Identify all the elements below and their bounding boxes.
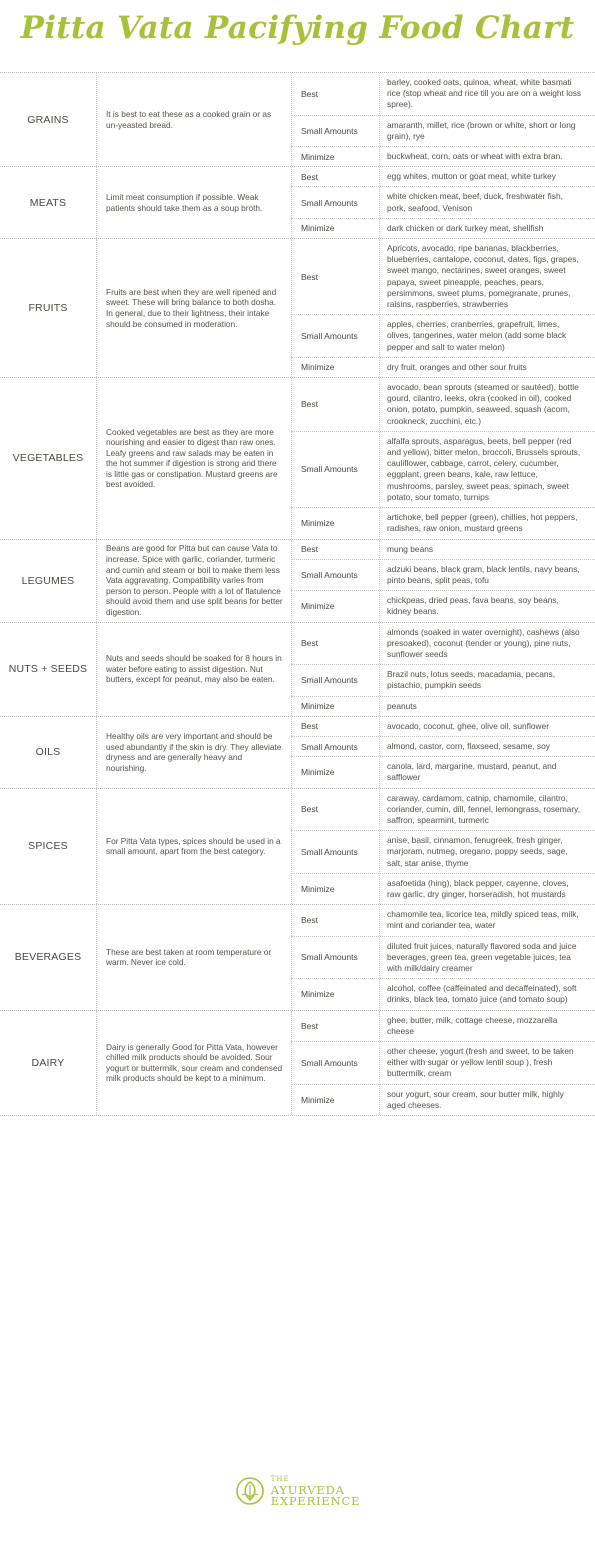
category-label: OILS xyxy=(35,746,61,759)
level-label: Small Amounts xyxy=(301,952,358,963)
recommendation-row xyxy=(291,1041,595,1084)
food-list: amaranth, millet, rice (brown or white, short or long grain), rye xyxy=(387,119,576,141)
recommendation-row xyxy=(291,115,595,146)
category-description xyxy=(106,623,284,716)
description-text: Fruits are best when they are well ripened and sweet. These will bring balance to both dosha. In general, due to their lightness, their intake should be consumed in moderation. xyxy=(106,286,277,329)
recommendation-rows xyxy=(291,378,595,538)
category-description xyxy=(106,905,284,1009)
recommendation-row xyxy=(291,1011,595,1041)
food-list: Brazil nuts, lotus seeds, macadamia, pecans, pistachio, pumpkin seeds xyxy=(387,669,556,691)
recommendation-row xyxy=(291,218,595,238)
level-label: Best xyxy=(301,171,319,182)
category-label: BEVERAGES xyxy=(14,951,82,964)
level-label: Best xyxy=(301,544,319,555)
category-label: NUTS + SEEDS xyxy=(8,663,88,676)
food-section-nuts-seeds xyxy=(0,622,595,716)
recommendation-row xyxy=(291,736,595,756)
level-label: Best xyxy=(301,804,319,815)
category-label: GRAINS xyxy=(27,113,69,126)
food-list: caraway, cardamom, catnip, chamomile, cilantro, coriander, cumin, dill, fennel, lemongrass, rosemary, saffron, spearmint, turmeric xyxy=(387,792,581,825)
level-label: Minimize xyxy=(301,989,335,1000)
food-list: mung beans xyxy=(387,543,434,554)
food-list: dark chicken or dark turkey meat, shellfish xyxy=(387,222,544,233)
column-divider xyxy=(96,905,97,1009)
column-divider xyxy=(291,167,292,238)
food-list: white chicken meat, beef, duck, freshwater fish, pork, seafood, Venison xyxy=(387,191,563,213)
food-section-dairy xyxy=(0,1010,595,1116)
category-description xyxy=(106,378,284,538)
brand-line-2: AYURVEDA xyxy=(270,1483,345,1497)
food-list: peanuts xyxy=(387,700,417,711)
description-text: It is best to eat these as a cooked grain or as un-yeasted bread. xyxy=(106,109,272,130)
food-section-fruits xyxy=(0,238,595,377)
food-list: canola, lard, margarine, mustard, peanut, and safflower xyxy=(387,761,557,783)
column-divider xyxy=(291,717,292,788)
column-divider xyxy=(96,540,97,622)
food-chart-table xyxy=(0,72,595,1116)
recommendation-rows xyxy=(291,73,595,166)
recommendation-row xyxy=(291,936,595,979)
food-list: alfalfa sprouts, asparagus, beets, bell pepper (red and yellow), bitter melon, broccoli, Brussels sprouts, cauliflower, cabbage, carrot, celery, cucumber, eggplant, green beans, kale, raw lettuce, mushrooms, parsley, sweet peas, spinach, sweet potato, sour tomato, turnips xyxy=(387,435,581,502)
brand-line-1: THE xyxy=(270,1475,290,1483)
column-divider xyxy=(291,1011,292,1115)
food-list: asafoetida (hing), black pepper, cayenne, cloves, raw garlic, dry ginger, horseradish, hot mustards xyxy=(387,877,569,899)
food-list: diluted fruit juices, naturally flavored soda and juice beverages, green tea, green vegetable juices, tea with milk/dairy creamer xyxy=(387,940,577,973)
recommendation-rows xyxy=(291,905,595,1009)
recommendation-row xyxy=(291,789,595,831)
food-list: sour yogurt, sour cream, sour butter milk, highly aged cheeses. xyxy=(387,1088,564,1110)
recommendation-row xyxy=(291,314,595,357)
food-list: other cheese, yogurt (fresh and sweet, to be taken either with sugar or yellow lentil soup ), fresh buttermilk, cream xyxy=(387,1046,574,1079)
recommendation-rows xyxy=(291,167,595,238)
recommendation-row xyxy=(291,73,595,115)
recommendation-row xyxy=(291,378,595,431)
column-divider xyxy=(96,623,97,716)
column-divider xyxy=(379,717,380,788)
recommendation-row xyxy=(291,756,595,787)
column-divider xyxy=(379,623,380,716)
category-description xyxy=(106,1011,284,1115)
level-label: Best xyxy=(301,721,319,732)
category-label: VEGETABLES xyxy=(12,452,84,465)
column-divider xyxy=(291,378,292,538)
column-divider xyxy=(379,73,380,166)
category-description xyxy=(106,73,284,166)
food-list: avocado, coconut, ghee, olive oil, sunflower xyxy=(387,720,550,731)
ayurveda-leaf-logo-icon xyxy=(235,1476,265,1506)
column-divider xyxy=(291,540,292,622)
food-section-beverages xyxy=(0,904,595,1009)
level-label: Best xyxy=(301,399,319,410)
brand-logo xyxy=(0,1474,595,1507)
recommendation-rows xyxy=(291,623,595,716)
food-list: alcohol, coffee (caffeinated and decaffeinated), soft drinks, black tea, tomato juice (and tomato soup) xyxy=(387,983,577,1005)
recommendation-rows xyxy=(291,1011,595,1115)
column-divider xyxy=(96,789,97,905)
description-text: Healthy oils are very important and should be used abundantly if the skin is dry. They alleviate dryness and are generally heavy and nourishing. xyxy=(106,730,282,773)
column-divider xyxy=(96,73,97,166)
brand-line-3: EXPERIENCE xyxy=(270,1494,361,1508)
recommendation-row xyxy=(291,590,595,621)
description-text: Nuts and seeds should be soaked for 8 hours in water before eating to assist digestion. Nut butters, except for peanut, may also be eaten. xyxy=(106,653,282,685)
level-label: Minimize xyxy=(301,701,335,712)
category-label: FRUITS xyxy=(28,302,68,315)
food-list: apples, cherries, cranberries, grapefruit, limes, olives, tangerines, water melon (add some black pepper and salt to water melon) xyxy=(387,319,567,352)
category-label: DAIRY xyxy=(31,1056,65,1069)
level-label: Minimize xyxy=(301,601,335,612)
level-label: Minimize xyxy=(301,767,335,778)
recommendation-rows xyxy=(291,717,595,788)
column-divider xyxy=(379,378,380,538)
food-section-grains xyxy=(0,72,595,166)
level-label: Minimize xyxy=(301,883,335,894)
brand-wordmark xyxy=(271,1474,361,1507)
level-label: Small Amounts xyxy=(301,464,358,475)
food-list: avocado, bean sprouts (steamed or sautéed), bottle gourd, cilantro, leeks, okra (cooked in oil), cooked onion, potato, pumpkin, seaweed, squash (acorn, crookneck, zucchini, etc.) xyxy=(387,382,579,426)
column-divider xyxy=(379,239,380,377)
level-label: Best xyxy=(301,638,319,649)
column-divider xyxy=(379,167,380,238)
level-label: Small Amounts xyxy=(301,675,358,686)
recommendation-row xyxy=(291,873,595,904)
level-label: Best xyxy=(301,1020,319,1031)
food-list: Apricots, avocado, ripe bananas, blackberries, blueberries, cantalope, coconut, dates, figs, grapes, sweet mango, nectarines, sweet oranges, sweet papaya, sweet pineapple, peaches, pears, persimmons, sweet plums, pomegranate, prunes, raisins, raspberries, strawberries xyxy=(387,243,579,310)
recommendation-row xyxy=(291,507,595,538)
column-divider xyxy=(96,167,97,238)
food-list: almonds (soaked in water overnight), cashews (also presoaked), coconut (tender or young), pine nuts, sunflower seeds xyxy=(387,626,580,659)
description-text: Cooked vegetables are best as they are more nourishing and easier to digest than raw ones. Leafy greens and raw salads may be eaten in the hot summer if digestion is strong and there is little gas or constipation. Mustard greens are best avoided. xyxy=(106,426,278,490)
column-divider xyxy=(379,540,380,622)
food-list: almond, castor, corn, flaxseed, sesame, soy xyxy=(387,740,550,751)
page-title: Pitta Vata Pacifying Food Chart xyxy=(20,10,575,46)
recommendation-row xyxy=(291,167,595,186)
recommendation-row xyxy=(291,431,595,507)
level-label: Small Amounts xyxy=(301,741,358,752)
recommendation-row xyxy=(291,239,595,314)
level-label: Best xyxy=(301,915,319,926)
column-divider xyxy=(379,789,380,905)
column-divider xyxy=(379,905,380,1009)
column-divider xyxy=(291,905,292,1009)
food-list: egg whites, mutton or goat meat, white turkey xyxy=(387,171,556,182)
category-label: MEATS xyxy=(29,196,67,209)
food-section-vegetables xyxy=(0,377,595,538)
description-text: For Pitta Vata types, spices should be used in a small amount, apart from the best category. xyxy=(106,835,281,857)
column-divider xyxy=(96,378,97,538)
recommendation-row xyxy=(291,623,595,665)
food-section-meats xyxy=(0,166,595,238)
description-text: Beans are good for Pitta but can cause Vata to increase. Spice with garlic, coriander, turmeric and cumin and steam or boil to make them less Vata aggravating. Compatibility varies from person to person. People with a lot of flatulence should avoid them and use split beans for better digestion. xyxy=(106,543,283,617)
recommendation-row xyxy=(291,357,595,377)
recommendation-rows xyxy=(291,239,595,377)
recommendation-row xyxy=(291,186,595,217)
level-label: Small Amounts xyxy=(301,846,358,857)
food-list: buckwheat, corn, oats or wheat with extra bran. xyxy=(387,151,563,162)
recommendation-row xyxy=(291,696,595,716)
food-list: adzuki beans, black gram, black lentils, navy beans, pinto beans, split peas, tofu xyxy=(387,563,580,585)
recommendation-row xyxy=(291,830,595,873)
column-divider xyxy=(96,239,97,377)
description-text: These are best taken at room temperature or warm. Never ice cold. xyxy=(106,946,272,968)
level-label: Small Amounts xyxy=(301,1057,358,1068)
recommendation-row xyxy=(291,978,595,1009)
recommendation-row xyxy=(291,717,595,736)
column-divider xyxy=(291,789,292,905)
level-label: Small Amounts xyxy=(301,331,358,342)
column-divider xyxy=(96,1011,97,1115)
level-label: Small Amounts xyxy=(301,197,358,208)
recommendation-rows xyxy=(291,789,595,905)
level-label: Best xyxy=(301,88,319,99)
food-list: chamomile tea, licorice tea, mildly spiced teas, milk, mint and coriander tea, water xyxy=(387,909,579,931)
recommendation-row xyxy=(291,559,595,590)
recommendation-rows xyxy=(291,540,595,622)
food-section-legumes xyxy=(0,539,595,622)
food-list: ghee, butter, milk, cottage cheese, mozzarella cheese xyxy=(387,1014,558,1036)
level-label: Minimize xyxy=(301,362,335,373)
level-label: Best xyxy=(301,271,319,282)
level-label: Minimize xyxy=(301,518,335,529)
food-list: chickpeas, dried peas, fava beans, soy beans, kidney beans. xyxy=(387,595,559,617)
level-label: Small Amounts xyxy=(301,125,358,136)
column-divider xyxy=(291,239,292,377)
recommendation-row xyxy=(291,540,595,559)
column-divider xyxy=(291,623,292,716)
description-text: Dairy is generally Good for Pitta Vata, however chilled milk products should be avoided. Sour yogurt or buttermilk, sour cream and condensed milk products should be kept to a minimum. xyxy=(106,1041,283,1084)
column-divider xyxy=(96,717,97,788)
category-description xyxy=(106,239,284,377)
category-description xyxy=(106,167,284,238)
level-label: Minimize xyxy=(301,151,335,162)
food-list: barley, cooked oats, quinoa, wheat, white basmati rice (stop wheat and rice till you are on a weight loss spree). xyxy=(387,77,582,110)
recommendation-row xyxy=(291,146,595,166)
category-label: LEGUMES xyxy=(21,574,75,587)
food-list: artichoke, bell pepper (green), chillies, hot peppers, radishes, raw onion, mustard greens xyxy=(387,512,578,534)
food-list: dry fruit, oranges and other sour fruits xyxy=(387,361,527,372)
food-section-oils xyxy=(0,716,595,788)
category-label: SPICES xyxy=(28,840,68,853)
column-divider xyxy=(379,1011,380,1115)
category-description xyxy=(106,540,284,622)
column-divider xyxy=(291,73,292,166)
recommendation-row xyxy=(291,664,595,695)
level-label: Minimize xyxy=(301,223,335,234)
description-text: Limit meat consumption if possible. Weak patients should take them as a soup broth. xyxy=(106,192,263,213)
category-description xyxy=(106,789,284,905)
food-section-spices xyxy=(0,788,595,905)
food-list: anise, basil, cinnamon, fenugreek, fresh ginger, marjoram, nutmeg, oregano, poppy seeds, sage, salt, star anise, thyme xyxy=(387,835,568,868)
recommendation-row xyxy=(291,905,595,935)
recommendation-row xyxy=(291,1084,595,1115)
level-label: Minimize xyxy=(301,1094,335,1105)
category-description xyxy=(106,717,284,788)
level-label: Small Amounts xyxy=(301,569,358,580)
